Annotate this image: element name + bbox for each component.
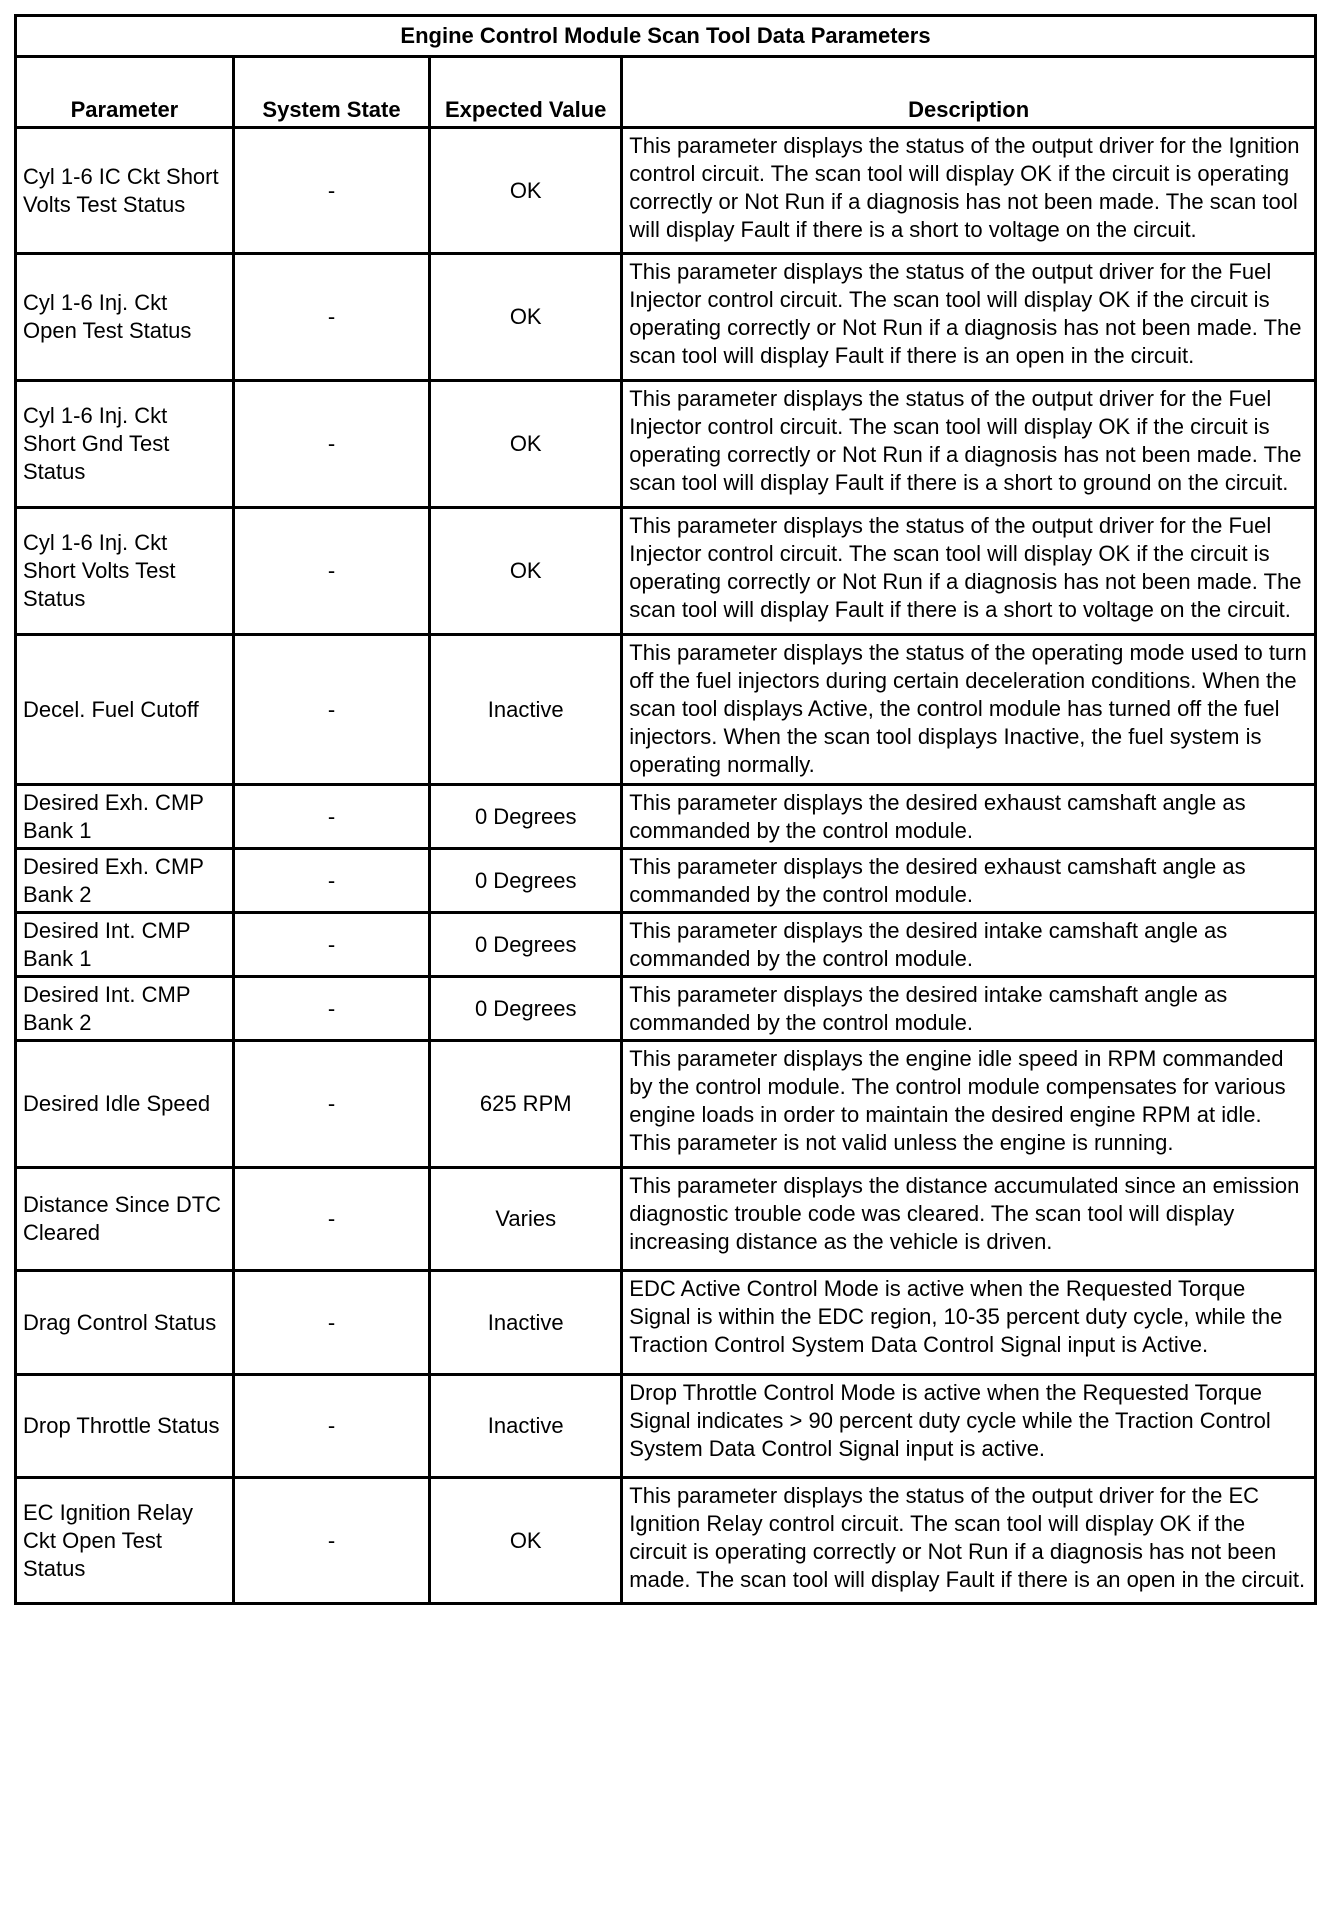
parameter-cell: Decel. Fuel Cutoff: [16, 635, 234, 785]
expected-value-cell: OK: [430, 381, 622, 508]
description-cell: This parameter displays the status of the output driver for the Ignition control circuit. The scan tool will display OK if the circuit is operating correctly or Not Run if a diagnosis has not been made. The scan tool will display Fault if there is a short to voltage on the circuit.: [622, 128, 1316, 254]
description-cell: This parameter displays the distance accumulated since an emission diagnostic trouble code was cleared. The scan tool will display increasing distance as the vehicle is driven.: [622, 1168, 1316, 1271]
table-row: [16, 849, 1316, 913]
description-cell: This parameter displays the desired intake camshaft angle as commanded by the control module.: [622, 977, 1316, 1041]
description-cell: This parameter displays the status of the output driver for the Fuel Injector control circuit. The scan tool will display OK if the circuit is operating correctly or Not Run if a diagnosis has not been made. The scan tool will display Fault if there is a short to ground on the circuit.: [622, 381, 1316, 508]
expected-value-cell: Inactive: [430, 1271, 622, 1375]
table-row: [16, 913, 1316, 977]
table-row: [16, 977, 1316, 1041]
system-state-cell: -: [233, 977, 429, 1041]
description-cell: EDC Active Control Mode is active when the Requested Torque Signal is within the EDC region, 10-35 percent duty cycle, while the Traction Control System Data Control Signal input is Active.: [622, 1271, 1316, 1375]
system-state-cell: -: [233, 381, 429, 508]
column-header-description: Description: [622, 57, 1316, 128]
description-cell: This parameter displays the status of the operating mode used to turn off the fuel injectors during certain deceleration conditions. When the scan tool displays Active, the control module has turned off the fuel injectors. When the scan tool displays Inactive, the fuel system is operating normally.: [622, 635, 1316, 785]
description-cell: This parameter displays the desired intake camshaft angle as commanded by the control module.: [622, 913, 1316, 977]
expected-value-cell: 0 Degrees: [430, 913, 622, 977]
parameter-cell: Desired Exh. CMP Bank 2: [16, 849, 234, 913]
parameter-cell: Drop Throttle Status: [16, 1375, 234, 1478]
parameter-cell: Cyl 1-6 Inj. Ckt Open Test Status: [16, 254, 234, 381]
system-state-cell: -: [233, 1041, 429, 1168]
table-row: [16, 1271, 1316, 1375]
expected-value-cell: OK: [430, 254, 622, 381]
description-cell: This parameter displays the engine idle speed in RPM commanded by the control module. The control module compensates for various engine loads in order to maintain the desired engine RPM at idle. This parameter is not valid unless the engine is running.: [622, 1041, 1316, 1168]
table-title: Engine Control Module Scan Tool Data Parameters: [16, 16, 1316, 57]
expected-value-cell: Varies: [430, 1168, 622, 1271]
scan-tool-data-sheet: [14, 14, 1317, 1605]
column-header-system-state: System State: [233, 57, 429, 128]
expected-value-cell: Inactive: [430, 1375, 622, 1478]
description-cell: This parameter displays the status of the output driver for the Fuel Injector control circuit. The scan tool will display OK if the circuit is operating correctly or Not Run if a diagnosis has not been made. The scan tool will display Fault if there is a short to voltage on the circuit.: [622, 508, 1316, 635]
description-cell: This parameter displays the status of the output driver for the Fuel Injector control circuit. The scan tool will display OK if the circuit is operating correctly or Not Run if a diagnosis has not been made. The scan tool will display Fault if there is an open in the circuit.: [622, 254, 1316, 381]
system-state-cell: -: [233, 849, 429, 913]
system-state-cell: -: [233, 913, 429, 977]
system-state-cell: -: [233, 635, 429, 785]
system-state-cell: -: [233, 1375, 429, 1478]
table-row: [16, 128, 1316, 254]
data-parameters-table: [14, 14, 1317, 1605]
table-row: [16, 1478, 1316, 1604]
system-state-cell: -: [233, 785, 429, 849]
expected-value-cell: 0 Degrees: [430, 849, 622, 913]
table-row: [16, 381, 1316, 508]
system-state-cell: -: [233, 508, 429, 635]
parameter-cell: Desired Int. CMP Bank 2: [16, 977, 234, 1041]
column-header-parameter: Parameter: [16, 57, 234, 128]
table-row: [16, 1041, 1316, 1168]
parameter-cell: Distance Since DTC Cleared: [16, 1168, 234, 1271]
system-state-cell: -: [233, 1478, 429, 1604]
table-row: [16, 508, 1316, 635]
table-row: [16, 254, 1316, 381]
table-row: [16, 635, 1316, 785]
expected-value-cell: Inactive: [430, 635, 622, 785]
parameter-cell: Desired Idle Speed: [16, 1041, 234, 1168]
parameter-cell: Cyl 1-6 IC Ckt Short Volts Test Status: [16, 128, 234, 254]
table-row: [16, 1168, 1316, 1271]
system-state-cell: -: [233, 254, 429, 381]
parameter-cell: Desired Exh. CMP Bank 1: [16, 785, 234, 849]
description-cell: This parameter displays the desired exhaust camshaft angle as commanded by the control module.: [622, 785, 1316, 849]
column-header-expected-value: Expected Value: [430, 57, 622, 128]
expected-value-cell: 0 Degrees: [430, 977, 622, 1041]
system-state-cell: -: [233, 1168, 429, 1271]
parameter-cell: Drag Control Status: [16, 1271, 234, 1375]
table-row: [16, 1375, 1316, 1478]
parameter-cell: Cyl 1-6 Inj. Ckt Short Gnd Test Status: [16, 381, 234, 508]
parameter-cell: Desired Int. CMP Bank 1: [16, 913, 234, 977]
parameter-cell: Cyl 1-6 Inj. Ckt Short Volts Test Status: [16, 508, 234, 635]
parameter-cell: EC Ignition Relay Ckt Open Test Status: [16, 1478, 234, 1604]
description-cell: This parameter displays the status of the output driver for the EC Ignition Relay control circuit. The scan tool will display OK if the circuit is operating correctly or Not Run if a diagnosis has not been made. The scan tool will display Fault if there is an open in the circuit.: [622, 1478, 1316, 1604]
system-state-cell: -: [233, 128, 429, 254]
table-row: [16, 785, 1316, 849]
description-cell: This parameter displays the desired exhaust camshaft angle as commanded by the control module.: [622, 849, 1316, 913]
expected-value-cell: OK: [430, 128, 622, 254]
system-state-cell: -: [233, 1271, 429, 1375]
expected-value-cell: OK: [430, 1478, 622, 1604]
expected-value-cell: OK: [430, 508, 622, 635]
description-cell: Drop Throttle Control Mode is active when the Requested Torque Signal indicates > 90 percent duty cycle while the Traction Control System Data Control Signal input is active.: [622, 1375, 1316, 1478]
expected-value-cell: 0 Degrees: [430, 785, 622, 849]
expected-value-cell: 625 RPM: [430, 1041, 622, 1168]
